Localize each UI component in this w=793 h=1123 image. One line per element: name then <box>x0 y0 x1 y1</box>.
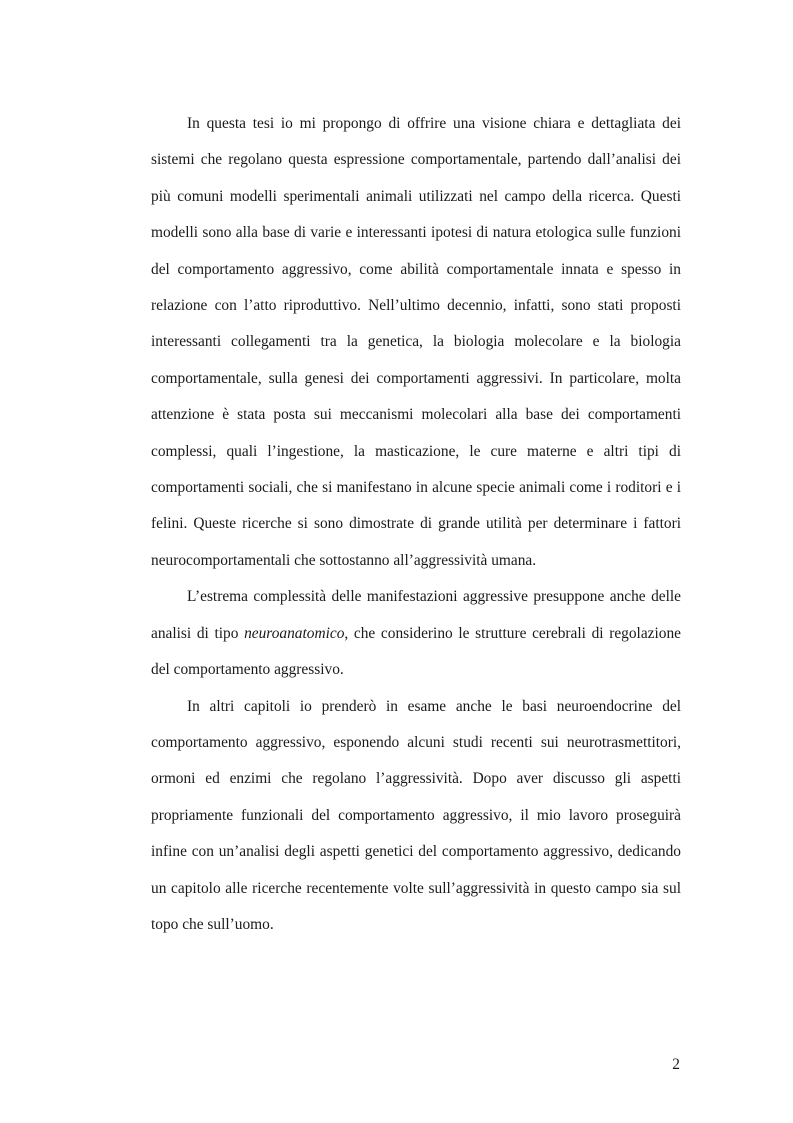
paragraph-2-italic-term: neuroanatomico <box>244 624 345 642</box>
paragraph-3-text: In altri capitoli io prenderò in esame anche le basi neuroendocrine del comportamento aggressivo, esponendo alcuni studi recenti sui neurotrasmettitori, ormoni ed enzimi che regolano l’aggressività. Dopo aver discusso gli aspetti propriamente funzionali del comportamento aggressivo, il mio lavoro proseguirà infine con un’analisi degli aspetti genetici del comportamento aggressivo, dedicando un capitolo alle ricerche recentemente volte sull’aggressività in questo campo sia sul topo che sull’uomo. <box>151 697 681 933</box>
body-text <box>151 106 681 943</box>
paragraph-2-text-end: , che considerino le strutture cerebrali di regolazione del comportamento aggressivo. <box>151 624 681 679</box>
paragraph-3 <box>151 689 681 944</box>
page-number: 2 <box>672 1056 680 1073</box>
paragraph-2-text-start: L’estrema complessità delle manifestazioni aggressive presuppone anche delle analisi di tipo <box>151 588 681 642</box>
paragraph-1-text: In questa tesi io mi propongo di offrire una visione chiara e dettagliata dei sistemi che regolano questa espressione comportamentale, partendo dall’analisi dei più comuni modelli sperimentali animali utilizzati nel campo della ricerca. Questi modelli sono alla base di varie e interessanti ipotesi di natura etologica sulle funzioni del comportamento aggressivo, come abilità comportamentale innata e spesso in relazione con l’atto riproduttivo. Nell’ultimo decennio, infatti, sono stati proposti interessanti collegamenti tra la genetica, la biologia molecolare e la biologia comportamentale, sulla genesi dei comportamenti aggressivi. In particolare, molta attenzione è stata posta sui meccanismi molecolari alla base dei comportamenti complessi, quali l’ingestione, la masticazione, le cure materne e altri tipi di comportamenti sociali, che si manifestano in alcune specie animali come i roditori e i felini. Queste ricerche si sono dimostrate di grande utilità per determinare i fattori neurocomportamentali che sottostanno all’aggressività umana. <box>151 115 681 569</box>
paragraph-1 <box>151 106 681 579</box>
paragraph-2 <box>151 579 681 688</box>
